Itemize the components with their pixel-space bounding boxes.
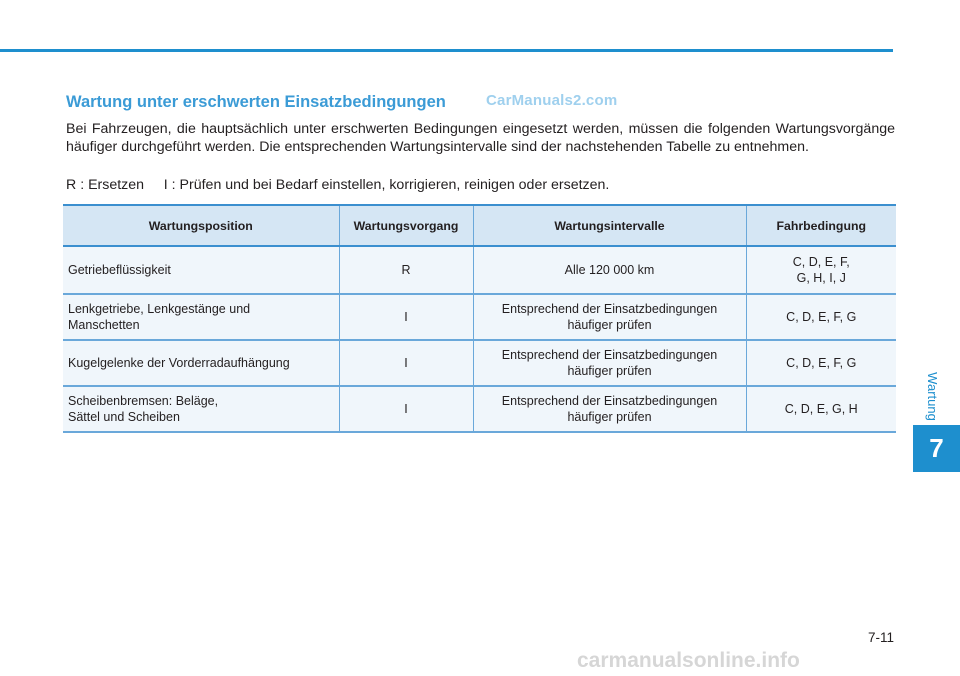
cell-position: Scheibenbremsen: Beläge, Sättel und Scheiben xyxy=(63,386,339,432)
header-interval: Wartungsintervalle xyxy=(473,205,746,246)
cell-conditions: C, D, E, G, H xyxy=(746,386,896,432)
header-action: Wartungsvorgang xyxy=(339,205,473,246)
maintenance-table xyxy=(63,204,896,433)
page-number: 7-11 xyxy=(867,630,894,645)
intro-paragraph: Bei Fahrzeugen, die hauptsächlich unter erschwerten Bedingungen eingesetzt werden, müssen die folgenden Wartungsvorgänge häufiger durchgeführt werden. Die entsprechenden Wartungsintervalle sind der nachstehenden Tabelle zu entnehmen. xyxy=(66,121,895,155)
cell-position: Kugelgelenke der Vorderradaufhängung xyxy=(63,340,339,386)
cell-position: Getriebeflüssigkeit xyxy=(63,246,339,294)
cell-interval: Entsprechend der Einsatzbedingungen häufiger prüfen xyxy=(473,340,746,386)
table-row xyxy=(63,246,896,294)
cell-conditions: C, D, E, F, G xyxy=(746,340,896,386)
legend-line: R : Ersetzen I : Prüfen und bei Bedarf einstellen, korrigieren, reinigen oder ersetzen. xyxy=(66,177,610,193)
cell-interval: Alle 120 000 km xyxy=(473,246,746,294)
cell-action: I xyxy=(339,386,473,432)
watermark-footer: carmanualsonline.info xyxy=(577,649,800,672)
section-title: Wartung unter erschwerten Einsatzbedingungen xyxy=(66,93,446,111)
header-position: Wartungsposition xyxy=(63,205,339,246)
cell-action: I xyxy=(339,340,473,386)
chapter-tab: 7 xyxy=(913,425,960,472)
chapter-side-label-text: Wartung xyxy=(924,371,940,421)
cell-action: I xyxy=(339,294,473,340)
header-conditions: Fahrbedingung xyxy=(746,205,896,246)
top-rule xyxy=(0,49,893,52)
table-header-row xyxy=(63,205,896,246)
cell-interval: Entsprechend der Einsatzbedingungen häufiger prüfen xyxy=(473,386,746,432)
cell-position: Lenkgetriebe, Lenkgestänge und Manschetten xyxy=(63,294,339,340)
table-row xyxy=(63,340,896,386)
table-row xyxy=(63,294,896,340)
cell-action: R xyxy=(339,246,473,294)
table-row xyxy=(63,386,896,432)
cell-conditions: C, D, E, F, G xyxy=(746,294,896,340)
cell-conditions: C, D, E, F, G, H, I, J xyxy=(746,246,896,294)
watermark-logo: CarManuals2.com xyxy=(486,92,618,109)
cell-interval: Entsprechend der Einsatzbedingungen häufiger prüfen xyxy=(473,294,746,340)
chapter-side-label xyxy=(919,366,945,426)
